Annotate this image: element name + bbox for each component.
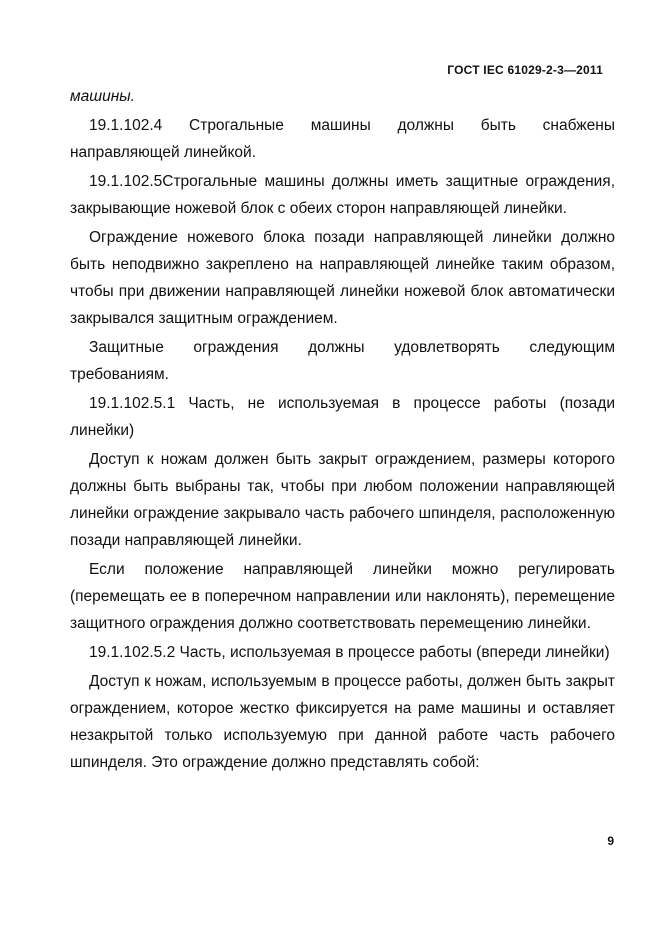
paragraph-access-knives-front: Доступ к ножам, используемым в процессе работы, должен быть закрыт ограждением, которое жестко фиксируется на раме машины и оставляет незакрытой только используемую при данной работе часть рабочего шпинделя. Это ограждение должно представлять собой:	[70, 673, 615, 771]
page-number: 9	[607, 834, 614, 848]
paragraph-continuation: машины.	[70, 88, 135, 105]
paragraph-adjustable-fence: Если положение направляющей линейки можно регулировать (перемещать ее в поперечном направлении или наклонять), перемещение защитного ограждения должно соответствовать перемещению линейки.	[70, 561, 615, 632]
paragraph-clause-19-1-102-5-2: 19.1.102.5.2 Часть, используемая в процессе работы (впереди линейки)	[89, 644, 610, 661]
paragraph-clause-19-1-102-5-1: 19.1.102.5.1 Часть, не используемая в процессе работы (позади линейки)	[70, 395, 615, 439]
paragraph-guard-rear: Ограждение ножевого блока позади направляющей линейки должно быть неподвижно закреплено на направляющей линейке таким образом, чтобы при движении направляющей линейки ножевой блок автоматически закрывался защитным ограждением.	[70, 229, 615, 327]
document-header: ГОСТ IEC 61029-2-3—2011	[447, 63, 603, 77]
paragraph-clause-19-1-102-4: 19.1.102.4 Строгальные машины должны быть снабжены направляющей линейкой.	[70, 117, 615, 161]
document-body	[70, 83, 615, 776]
paragraph-access-knives-rear: Доступ к ножам должен быть закрыт ограждением, размеры которого должны быть выбраны так, чтобы при любом положении направляющей линейки ограждение закрывало часть рабочего шпинделя, расположенную позади направляющей линейки.	[70, 451, 615, 549]
paragraph-clause-19-1-102-5: 19.1.102.5Строгальные машины должны иметь защитные ограждения, закрывающие ножевой блок с обеих сторон направляющей линейки.	[70, 173, 615, 217]
paragraph-guard-requirements: Защитные ограждения должны удовлетворять следующим требованиям.	[70, 339, 615, 383]
